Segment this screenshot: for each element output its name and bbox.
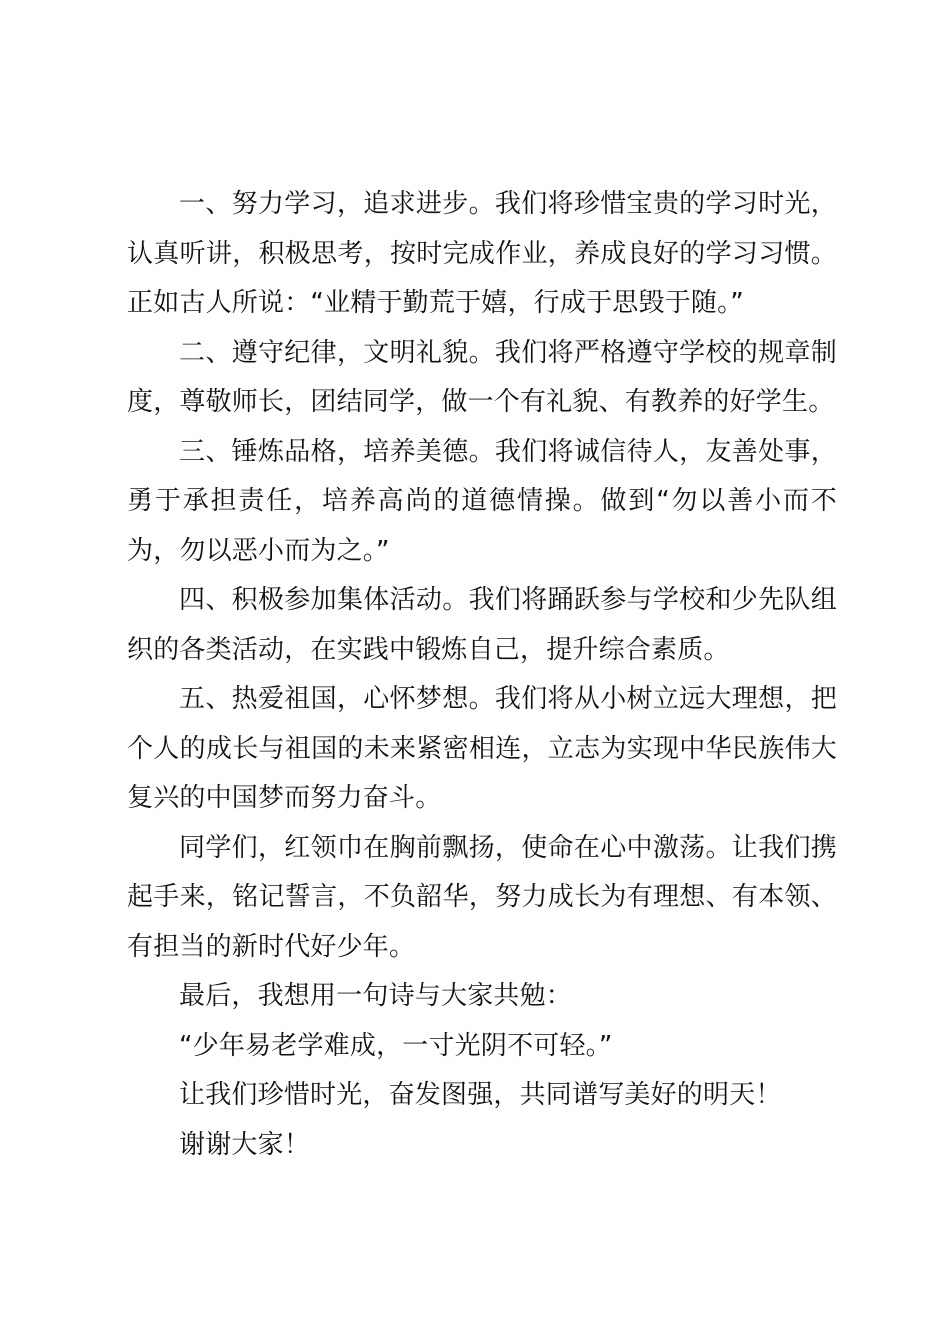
paragraph-classmates: 同学们，红领巾在胸前飘扬，使命在心中激荡。让我们携起手来，铭记誓言，不负韶华，努力成长为有理想、有本领、有担当的新时代好少年。 [127, 832, 837, 962]
paragraph-poem-intro: 最后，我想用一句诗与大家共勉： [179, 981, 573, 1011]
document-body [127, 180, 837, 1170]
paragraph-character: 三、锤炼品格，培养美德。我们将诚信待人，友善处事，勇于承担责任，培养高尚的道德情操。做到“勿以善小而不为，勿以恶小而为之。” [127, 436, 837, 566]
paragraph-study: 一、努力学习，追求进步。我们将珍惜宝贵的学习时光，认真听讲，积极思考，按时完成作业，养成良好的学习习惯。正如古人所说：“业精于勤荒于嬉，行成于思毁于随。” [127, 189, 837, 318]
paragraph-discipline: 二、遵守纪律，文明礼貌。我们将严格遵守学校的规章制度，尊敬师长，团结同学，做一个有礼貌、有教养的好学生。 [127, 337, 837, 417]
paragraph-thanks: 谢谢大家！ [179, 1129, 311, 1160]
paragraph-activities: 四、积极参加集体活动。我们将踊跃参与学校和少先队组织的各类活动，在实践中锻炼自己，提升综合素质。 [127, 585, 837, 665]
paragraph-patriotism: 五、热爱祖国，心怀梦想。我们将从小树立远大理想，把个人的成长与祖国的未来紧密相连，立志为实现中华民族伟大复兴的中国梦而努力奋斗。 [127, 684, 837, 813]
paragraph-poem-quote: “少年易老学难成，一寸光阴不可轻。” [179, 1030, 613, 1061]
paragraph-encouragement: 让我们珍惜时光，奋发图强，共同谱写美好的明天！ [179, 1080, 782, 1110]
